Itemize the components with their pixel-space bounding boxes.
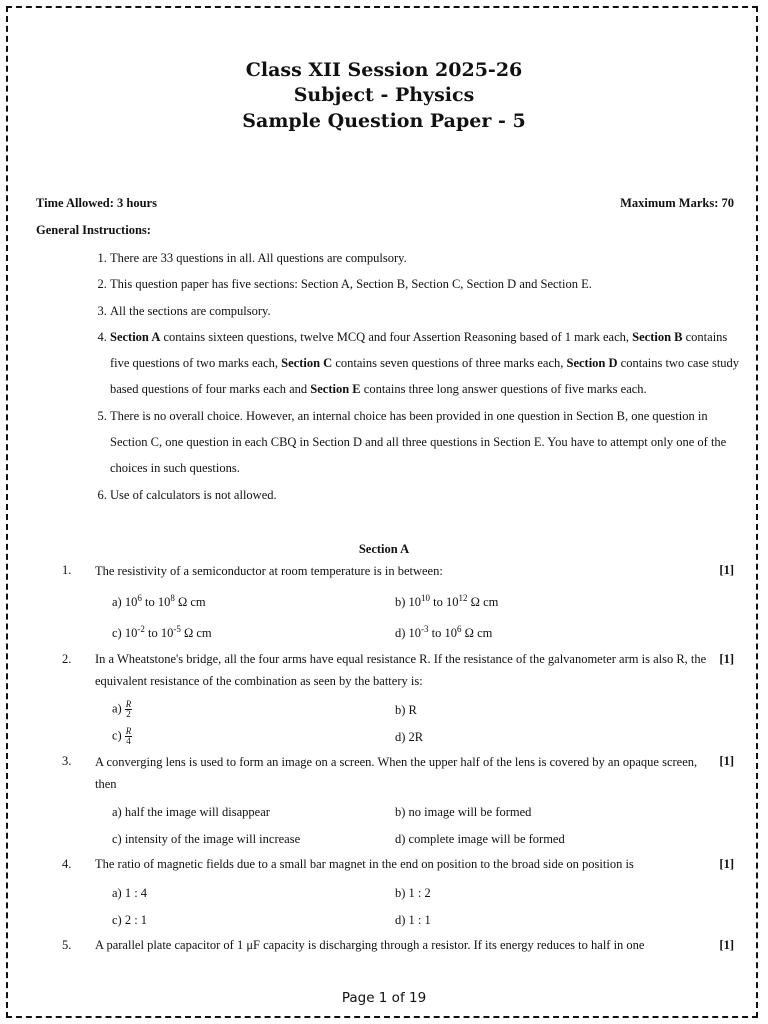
question-text: The ratio of magnetic fields due to a small bar magnet in the end on position to the broad side on position is [95,857,634,871]
base: 10 [446,595,459,609]
option-label: c) [112,626,122,640]
base: 10 [124,626,138,640]
option-b [395,595,498,610]
exponent: 12 [458,593,468,603]
section-a-ref: Section A [110,329,161,344]
instruction-item: 6. Use of calculators is not allowed. [110,482,746,508]
paper-class-title: Class XII Session 2025-26 [245,59,523,81]
numerator: R [125,699,132,709]
option-label: d) [395,626,406,640]
instruction-item: 3. All the sections are compulsory. [110,298,746,324]
section-b-ref: Section B [632,329,683,344]
exponent: 6 [137,593,142,603]
instruction-text: contains five questions of two marks each, [110,329,728,371]
base: 10 [408,595,422,609]
exponent: -3 [421,624,429,634]
section-e-ref: Section E [310,382,361,397]
paper-subject-title: Subject - Physics [293,84,475,106]
option-b: b) R [395,703,417,717]
fraction [125,727,133,746]
option-label: a) [112,701,122,716]
maximum-marks: Maximum Marks: 70 [620,196,734,210]
option-label: c) [112,728,122,743]
exponent: 10 [421,593,431,603]
option-c: c) intensity of the image will increase [112,832,301,846]
section-heading: Section A [358,542,410,556]
exponent: -5 [173,624,181,634]
paper-name-title: Sample Question Paper - 5 [242,110,526,132]
question-text: The resistivity of a semiconductor at room temperature is in between: [95,564,443,578]
denominator: 4 [126,736,131,746]
option-text: to [428,626,445,640]
option-text: to [430,595,447,609]
option-a: a) 1 : 4 [112,886,148,900]
option-d: d) complete image will be formed [395,832,565,846]
instruction-text: contains seven questions of three marks each, [332,356,567,371]
option-a: a) half the image will disappear [112,805,270,819]
unit: Ω cm [467,595,499,609]
instruction-item: 2. This question paper has five sections: Section A, Section B, Section C, Section D and Section E. [110,271,746,297]
base: 10 [124,595,138,609]
question-text: In a Wheatstone's bridge, all the four arms have equal resistance R. If the resistance of the galvanometer arm is also R, the equivalent resistance of the combination as seen by the battery is: [95,652,707,688]
question-number: 4. [62,857,72,871]
question-number: 2. [62,652,72,666]
instruction-item: 5. There is no overall choice. However, an internal choice has been provided in one question in Section B, one question in Section C, one question in each CBQ in Section D and all three questions in Section E. You have to attempt only one of the choices in such questions. [110,403,746,482]
time-allowed: Time Allowed: 3 hours [36,196,157,210]
option-a [112,700,132,719]
question-number: 3. [62,754,72,768]
question-marks: [1] [719,857,734,871]
question-text: A parallel plate capacitor of 1 μF capacity is discharging through a resistor. If its energy reduces to half in one [95,938,645,952]
option-d [395,626,492,641]
instruction-text: contains sixteen questions, twelve MCQ and four Assertion Reasoning based of 1 mark each, [160,329,633,344]
section-c-ref: Section C [281,356,333,371]
unit: Ω cm [174,595,206,609]
section-d-ref: Section D [566,356,618,371]
fraction [125,700,133,719]
instructions-list [96,245,746,508]
option-text: to [144,626,161,640]
option-a [112,595,206,610]
unit: Ω cm [461,626,493,640]
option-b: b) 1 : 2 [395,886,431,900]
option-label: a) [112,595,122,609]
question-number: 5. [62,938,72,952]
page-footer: Page 1 of 19 [341,990,427,1006]
numerator: R [125,726,132,736]
option-c [112,727,132,746]
denominator: 2 [126,709,131,719]
question-marks: [1] [719,754,734,768]
instruction-item [110,324,746,403]
question-number: 1. [62,563,72,577]
option-c: c) 2 : 1 [112,913,148,927]
unit: Ω cm [180,626,212,640]
option-d: d) 1 : 1 [395,913,431,927]
question-marks: [1] [719,938,734,952]
question-marks: [1] [719,652,734,666]
exponent: -2 [137,624,145,634]
option-text: to [141,595,158,609]
instruction-text: contains three long answer questions of five marks each. [360,382,647,397]
question-marks: [1] [719,563,734,577]
exponent: 6 [457,624,462,634]
exponent: 8 [170,593,175,603]
option-b: b) no image will be formed [395,805,532,819]
base: 10 [444,626,458,640]
instruction-item: 1. There are 33 questions in all. All questions are compulsory. [110,245,746,271]
instruction-text: contains two case study based questions of four marks each and [110,356,740,397]
option-c [112,626,212,641]
question-text: A converging lens is used to form an image on a screen. When the upper half of the lens is covered by an opaque screen, then [95,755,698,791]
base: 10 [160,626,174,640]
option-d: d) 2R [395,730,424,744]
base: 10 [157,595,171,609]
general-instructions-heading: General Instructions: [36,223,151,237]
base: 10 [408,626,422,640]
option-label: b) [395,595,406,609]
